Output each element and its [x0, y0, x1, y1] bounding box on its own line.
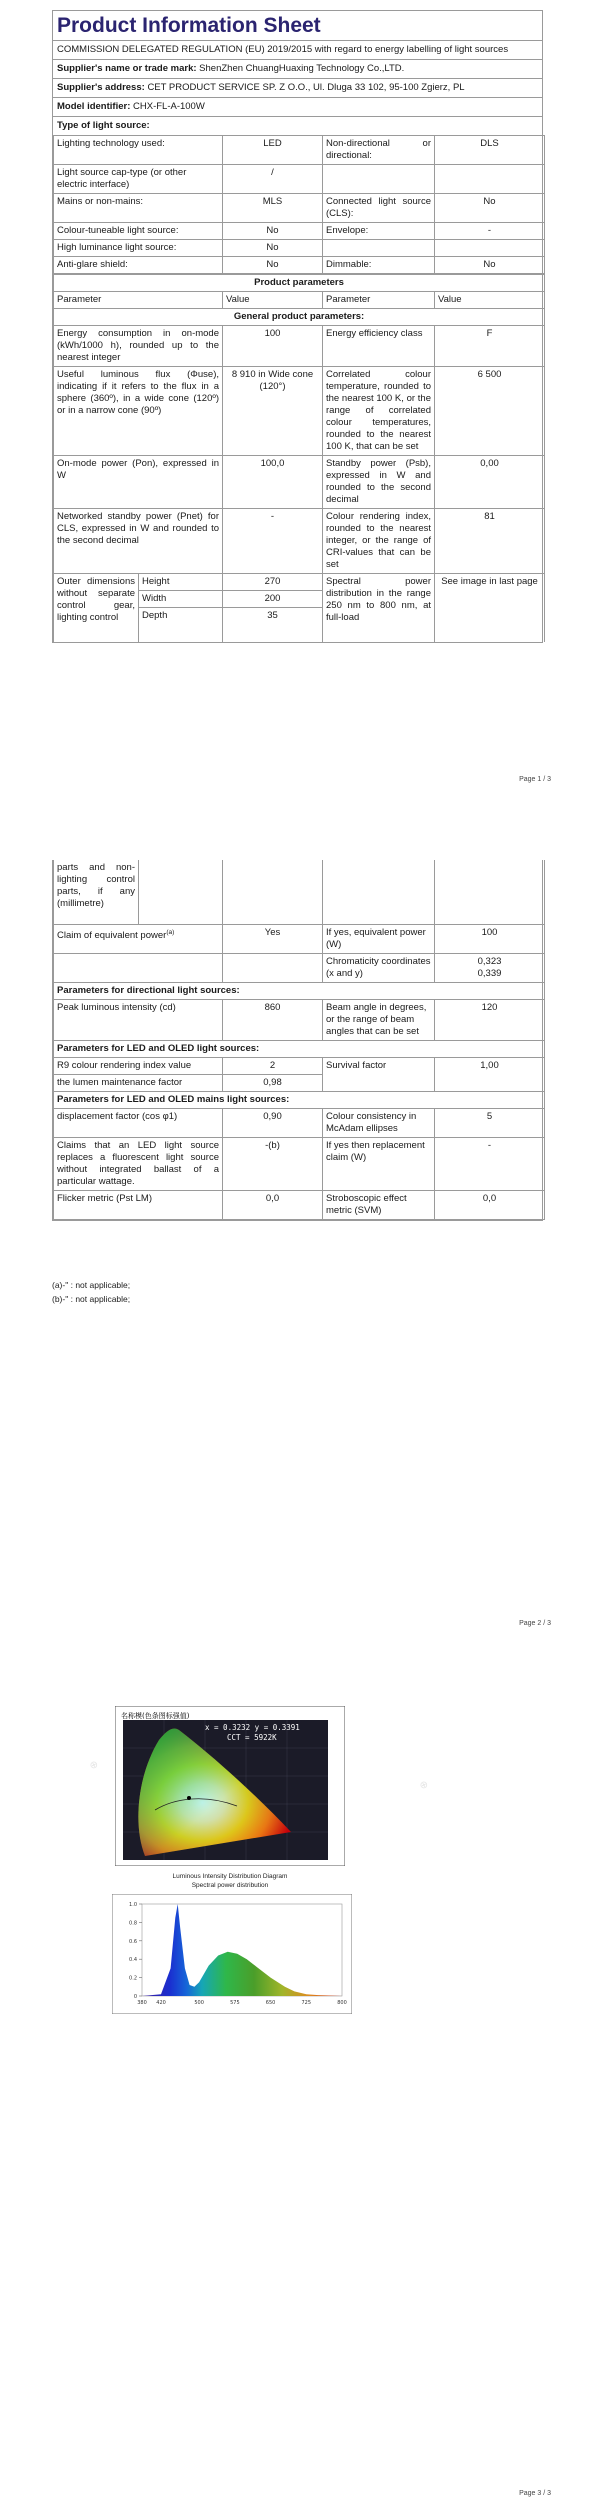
- param-label-2: Standby power (Psb), expressed in W and rounded to the second decimal: [323, 456, 435, 509]
- supplier-name-label: Supplier's name or trade mark:: [57, 63, 197, 74]
- type-label: Anti-glare shield:: [54, 257, 223, 274]
- supplier-address: CET PRODUCT SERVICE SP. Z O.O., Ul. Dluga 33 102, 95-100 Zgierz, PL: [147, 82, 465, 93]
- claims-value: -(b): [223, 1138, 323, 1191]
- spd-xtick-label: 380: [137, 2000, 147, 2006]
- equiv-label: If yes, equivalent power (W): [323, 925, 435, 954]
- spd-ytick-label: 0.6: [129, 1938, 137, 1945]
- param-label-2: Correlated colour temperature, rounded to the nearest 100 K, or the range of correlated colour temperatures, rounded to the nearest 100 K, that can be set: [323, 367, 435, 456]
- page-1: [0, 0, 591, 800]
- disp-label: displacement factor (cos φ1): [54, 1109, 223, 1138]
- dim-name-height: Height: [139, 574, 223, 591]
- param-value: 100,0: [223, 456, 323, 509]
- type-heading-label: Type of light source:: [57, 120, 150, 131]
- general-row: [54, 367, 545, 456]
- claim-label: [54, 925, 223, 954]
- cie-chart-svg: [115, 1706, 345, 1866]
- survival-label: Survival factor: [323, 1058, 435, 1092]
- spd-caption: Spectral power distribution: [191, 1882, 269, 1889]
- type-label: Colour-tuneable light source:: [54, 223, 223, 240]
- lumen-label: the lumen maintenance factor: [54, 1075, 223, 1092]
- cie-coords: x = 0.3232 y = 0.3391: [205, 1723, 300, 1732]
- model-row: [53, 98, 542, 117]
- page-3: [0, 1650, 591, 2510]
- directional-heading: Parameters for directional light sources:: [54, 983, 545, 1000]
- dims-label-cont: parts and non-lighting control parts, if any (millimetre): [54, 860, 139, 925]
- type-row: [54, 136, 545, 165]
- param-label: On-mode power (Pon), expressed in W: [54, 456, 223, 509]
- led-heading: Parameters for LED and OLED light sources:: [54, 1041, 545, 1058]
- type-value-2: DLS: [435, 136, 545, 165]
- strobo-value: 0,0: [435, 1191, 545, 1220]
- type-label: High luminance light source:: [54, 240, 223, 257]
- page-number-3: Page 3 / 3: [519, 2490, 551, 2497]
- type-value-2: [435, 240, 545, 257]
- lumen-value: 0,98: [223, 1075, 323, 1092]
- param-label: Useful luminous flux (Φuse), indicating if it refers to the flux in a sphere (360º), in a wide cone (120º) or in a narrow cone (90º): [54, 367, 223, 456]
- claims-label: Claims that an LED light source replaces a fluorescent light source without integrated ballast of a particular wattage.: [54, 1138, 223, 1191]
- type-value: /: [223, 165, 323, 194]
- param-value-2: 0,00: [435, 456, 545, 509]
- claim-sup: (a): [166, 929, 175, 936]
- claim-label-text: Claim of equivalent power: [57, 930, 167, 942]
- consist-label: Colour consistency in McAdam ellipses: [323, 1109, 435, 1138]
- spd-ytick-label: 0: [133, 1994, 137, 2000]
- flicker-label: Flicker metric (Pst LM): [54, 1191, 223, 1220]
- product-params-heading: Product parameters: [54, 275, 545, 292]
- regulation-text: COMMISSION DELEGATED REGULATION (EU) 2019/2015 with regard to energy labelling of light sources: [53, 41, 542, 60]
- dim-name-width: Width: [139, 591, 223, 608]
- param-label: Energy consumption in on-mode (kWh/1000 h), rounded up to the nearest integer: [54, 326, 223, 367]
- type-value-2: No: [435, 194, 545, 223]
- spd-xtick-label: 725: [301, 2000, 312, 2006]
- spd-ytick-label: 0.2: [129, 1975, 137, 1982]
- watermark: ⊕: [417, 1778, 431, 1793]
- param-value-2: 81: [435, 509, 545, 574]
- type-table: [53, 135, 545, 274]
- dim-name-depth: Depth: [139, 608, 223, 643]
- general-params-heading: General product parameters:: [54, 309, 545, 326]
- type-value: No: [223, 223, 323, 240]
- page-title: Product Information Sheet: [53, 11, 542, 41]
- col-parameter-2: Parameter: [323, 292, 435, 309]
- supplier-address-label: Supplier's address:: [57, 82, 145, 93]
- type-row: [54, 165, 545, 194]
- type-label-2: Connected light source (CLS):: [323, 194, 435, 223]
- col-value-1: Value: [223, 292, 323, 309]
- page-number-1: Page 1 / 3: [519, 776, 551, 783]
- cie-point: [187, 1796, 191, 1800]
- type-value-2: [435, 165, 545, 194]
- general-row: [54, 509, 545, 574]
- supplier-name-row: [53, 60, 542, 79]
- type-value-2: -: [435, 223, 545, 240]
- spd-xtick-label: 575: [230, 2000, 240, 2006]
- param-label-2: Colour rendering index, rounded to the nearest integer, or the range of CRI-values that can be set: [323, 509, 435, 574]
- param-value: 100: [223, 326, 323, 367]
- type-row: [54, 223, 545, 240]
- r9-value: 2: [223, 1058, 323, 1075]
- spd-ytick-label: 0.4: [129, 1957, 137, 1964]
- spectral-label: Spectral power distribution in the range 250 nm to 800 nm, at full-load: [323, 574, 435, 643]
- type-label: Light source cap-type (or other electric interface): [54, 165, 223, 194]
- params-table-cont: [53, 860, 545, 1220]
- footnotes: [52, 1278, 130, 1306]
- note-a: (a)-" : not applicable;: [52, 1280, 131, 1290]
- type-label-2: Non-directional or directional:: [323, 136, 435, 165]
- spd-xtick-label: 420: [156, 2000, 166, 2006]
- spd-xtick-label: 500: [194, 2000, 204, 2006]
- supplier-address-row: [53, 79, 542, 98]
- type-label: Mains or non-mains:: [54, 194, 223, 223]
- dims-label: Outer dimensions without separate control gear, lighting control: [54, 574, 139, 643]
- type-row: [54, 257, 545, 274]
- param-value-2: F: [435, 326, 545, 367]
- type-row: [54, 194, 545, 223]
- beam-label: Beam angle in degrees, or the range of beam angles that can be set: [323, 1000, 435, 1041]
- dim-value-width: 200: [223, 591, 323, 608]
- type-label-2: [323, 240, 435, 257]
- spd-ytick-label: 0.8: [129, 1920, 137, 1927]
- replace-label: If yes then replacement claim (W): [323, 1138, 435, 1191]
- type-value: LED: [223, 136, 323, 165]
- spd-chart-svg: [112, 1894, 352, 2014]
- peak-label: Peak luminous intensity (cd): [54, 1000, 223, 1041]
- watermark: ⊕: [87, 1758, 101, 1773]
- note-b: (b)-" : not applicable;: [52, 1294, 131, 1304]
- equiv-value: 100: [435, 925, 545, 954]
- param-label-2: Energy efficiency class: [323, 326, 435, 367]
- dim-value-depth: 35: [223, 608, 323, 643]
- general-row: [54, 326, 545, 367]
- model-identifier: CHX-FL-A-100W: [133, 101, 205, 112]
- cie-cct: CCT = 5922K: [227, 1733, 277, 1742]
- beam-value: 120: [435, 1000, 545, 1041]
- col-value-2: Value: [435, 292, 545, 309]
- cie-diagram: [115, 1706, 345, 1866]
- survival-value: 1,00: [435, 1058, 545, 1092]
- type-value: MLS: [223, 194, 323, 223]
- info-sheet-page2: [52, 860, 543, 1221]
- type-label-2: Dimmable:: [323, 257, 435, 274]
- consist-value: 5: [435, 1109, 545, 1138]
- cie-header: 名称模(色条图标强值): [121, 1712, 190, 1720]
- captions: [115, 1872, 345, 1890]
- param-value-2: 6 500: [435, 367, 545, 456]
- param-label: Networked standby power (Pnet) for CLS, expressed in W and rounded to the second decimal: [54, 509, 223, 574]
- param-value: 8 910 in Wide cone (120°): [223, 367, 323, 456]
- type-heading: [53, 117, 542, 135]
- mains-heading: Parameters for LED and OLED mains light sources:: [54, 1092, 545, 1109]
- type-label-2: [323, 165, 435, 194]
- page-number-2: Page 2 / 3: [519, 1620, 551, 1627]
- chroma-value: 0,323 0,339: [435, 954, 545, 983]
- col-parameter-1: Parameter: [54, 292, 223, 309]
- spd-xtick-label: 800: [337, 2000, 347, 2006]
- model-label: Model identifier:: [57, 101, 131, 112]
- spd-ytick-label: 1.0: [129, 1902, 137, 1908]
- type-label: Lighting technology used:: [54, 136, 223, 165]
- type-value: No: [223, 240, 323, 257]
- type-value: No: [223, 257, 323, 274]
- info-sheet-page1: [52, 10, 543, 643]
- param-value: -: [223, 509, 323, 574]
- general-row: [54, 456, 545, 509]
- strobo-label: Stroboscopic effect metric (SVM): [323, 1191, 435, 1220]
- peak-value: 860: [223, 1000, 323, 1041]
- params-table: [53, 274, 545, 642]
- spectral-value: See image in last page: [435, 574, 545, 643]
- claim-value: Yes: [223, 925, 323, 954]
- cie-caption: Luminous Intensity Distribution Diagram: [172, 1873, 288, 1880]
- flicker-value: 0,0: [223, 1191, 323, 1220]
- spd-chart: [112, 1894, 352, 2014]
- supplier-name: ShenZhen ChuangHuaxing Technology Co.,LTD.: [199, 63, 405, 74]
- disp-value: 0,90: [223, 1109, 323, 1138]
- replace-value: -: [435, 1138, 545, 1191]
- page-2: [0, 820, 591, 1640]
- dim-value-height: 270: [223, 574, 323, 591]
- spd-xtick-label: 650: [265, 2000, 276, 2006]
- type-value-2: No: [435, 257, 545, 274]
- type-label-2: Envelope:: [323, 223, 435, 240]
- r9-label: R9 colour rendering index value: [54, 1058, 223, 1075]
- type-row: [54, 240, 545, 257]
- chroma-label: Chromaticity coordinates (x and y): [323, 954, 435, 983]
